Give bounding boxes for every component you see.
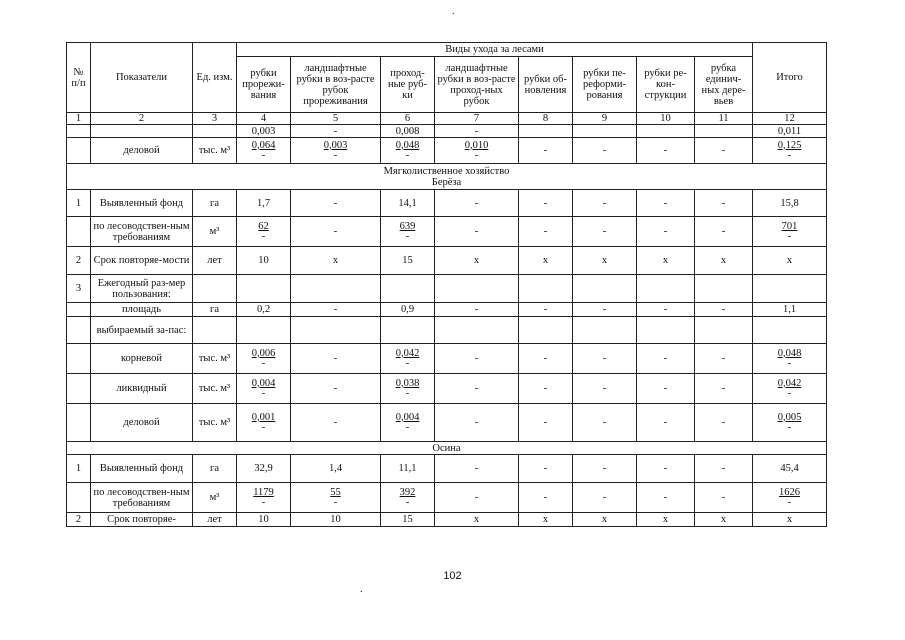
- header-group: Виды ухода за лесами: [237, 43, 753, 57]
- fraction-bottom: -: [787, 230, 792, 242]
- row-unit: м³: [193, 217, 237, 247]
- value-cell: [381, 317, 435, 344]
- value-cell: [291, 275, 381, 303]
- section-title: Мягколиственное хозяйство: [383, 165, 510, 177]
- row-label: по лесоводствен-ным требованиям: [91, 483, 193, 513]
- value-cell: -: [695, 404, 753, 442]
- value-cell: -: [435, 217, 519, 247]
- speck-bottom: .: [360, 584, 363, 595]
- row-number: 3: [67, 275, 91, 303]
- total-cell: [753, 138, 827, 164]
- value-cell: -: [519, 303, 573, 317]
- value-cell: 1,4: [291, 455, 381, 483]
- value-cell: -: [519, 344, 573, 374]
- table-row-birch-selected: [67, 317, 827, 344]
- value-cell: х: [695, 247, 753, 275]
- value-cell: -: [435, 404, 519, 442]
- value-cell: -: [435, 374, 519, 404]
- row-label: деловой: [91, 404, 193, 442]
- value-cell: [237, 317, 291, 344]
- fraction-bottom: -: [405, 496, 410, 508]
- value-cell: -: [519, 138, 573, 164]
- fraction-top: 0,006: [251, 347, 276, 359]
- value-cell: 15: [381, 513, 435, 527]
- value-cell: [381, 138, 435, 164]
- fraction-bottom: -: [405, 357, 410, 369]
- value-cell: [381, 404, 435, 442]
- table-row-birch-liquid: [67, 374, 827, 404]
- table-row-birch-repeat: [67, 247, 827, 275]
- fraction-value: [396, 379, 420, 399]
- value-cell: [435, 138, 519, 164]
- row-unit: тыс. м³: [193, 138, 237, 164]
- row-unit: тыс. м³: [193, 344, 237, 374]
- fraction-bottom: -: [261, 387, 266, 399]
- value-cell: 11,1: [381, 455, 435, 483]
- value-cell: х: [637, 513, 695, 527]
- fraction-top: 0,048: [395, 139, 420, 151]
- table-row-section-birch: [67, 164, 827, 190]
- header-col-1: рубки прорежи-вания: [237, 57, 291, 113]
- speck-top: .: [452, 6, 455, 17]
- fraction-top: 0,125: [777, 139, 802, 151]
- value-cell: [381, 275, 435, 303]
- row-number: [67, 344, 91, 374]
- value-cell: [573, 317, 637, 344]
- value-cell: -: [573, 455, 637, 483]
- value-cell: [637, 275, 695, 303]
- value-cell: [435, 275, 519, 303]
- fraction-value: [400, 222, 416, 242]
- value-cell: -: [573, 138, 637, 164]
- fraction-top: 0,001: [251, 411, 276, 423]
- fraction-bottom: -: [333, 149, 338, 161]
- fraction-bottom: -: [405, 387, 410, 399]
- value-cell: -: [435, 303, 519, 317]
- table-row-birch-fund: [67, 190, 827, 217]
- value-cell: [381, 374, 435, 404]
- value-cell: [237, 483, 291, 513]
- row-label: Выявленный фонд: [91, 455, 193, 483]
- fraction-value: [778, 379, 802, 399]
- value-cell: -: [291, 303, 381, 317]
- value-cell: 32,9: [237, 455, 291, 483]
- fraction-top: 0,042: [777, 377, 802, 389]
- fraction-top: 0,042: [395, 347, 420, 359]
- header-num: № п/п: [67, 43, 91, 113]
- fraction-top: 0,003: [323, 139, 348, 151]
- fraction-value: [252, 141, 276, 161]
- value-cell: -: [573, 190, 637, 217]
- fraction-top: 0,004: [395, 411, 420, 423]
- value-cell: [291, 317, 381, 344]
- row-unit: [193, 317, 237, 344]
- row-label: Ежегодный раз-мер пользования:: [91, 275, 193, 303]
- fraction-value: [252, 379, 276, 399]
- header-col-2: ландшафтные рубки в воз-расте рубок прореживания: [291, 57, 381, 113]
- value-cell: [381, 483, 435, 513]
- table-row-aspen-repeat: [67, 513, 827, 527]
- fraction-bottom: -: [261, 496, 266, 508]
- header-indicator: Показатели: [91, 43, 193, 113]
- fraction-value: [465, 141, 489, 161]
- fraction-value: [324, 141, 348, 161]
- col-number: 5: [291, 113, 381, 125]
- fraction-top: 392: [399, 486, 416, 498]
- fraction-top: 0,048: [777, 347, 802, 359]
- value-cell: [237, 404, 291, 442]
- col-number: 11: [695, 113, 753, 125]
- value-cell: [519, 125, 573, 138]
- value-cell: [291, 483, 381, 513]
- value-cell: -: [519, 483, 573, 513]
- value-cell: х: [573, 513, 637, 527]
- fraction-value: [396, 141, 420, 161]
- value-cell: х: [519, 513, 573, 527]
- value-cell: [237, 138, 291, 164]
- value-cell: -: [573, 217, 637, 247]
- value-cell: -: [637, 404, 695, 442]
- fraction-bottom: -: [261, 421, 266, 433]
- total-cell: [753, 217, 827, 247]
- fraction-value: [252, 349, 276, 369]
- section-heading: [67, 442, 827, 455]
- row-label: Срок повторяе-мости: [91, 247, 193, 275]
- value-cell: -: [637, 138, 695, 164]
- value-cell: 0,2: [237, 303, 291, 317]
- row-number: 2: [67, 513, 91, 527]
- value-cell: -: [637, 190, 695, 217]
- value-cell: -: [435, 344, 519, 374]
- fraction-bottom: -: [261, 149, 266, 161]
- value-cell: х: [435, 247, 519, 275]
- table-row-birch-silvic: [67, 217, 827, 247]
- row-unit: тыс. м³: [193, 374, 237, 404]
- value-cell: 14,1: [381, 190, 435, 217]
- fraction-top: 1626: [779, 486, 801, 498]
- value-cell: -: [573, 404, 637, 442]
- total-cell: 45,4: [753, 455, 827, 483]
- value-cell: -: [695, 138, 753, 164]
- row-number: 1: [67, 190, 91, 217]
- row-number: [67, 374, 91, 404]
- header-total: Итого: [753, 43, 827, 113]
- section-subtitle: Берёза: [431, 176, 462, 188]
- value-cell: [381, 344, 435, 374]
- value-cell: 0,008: [381, 125, 435, 138]
- value-cell: -: [291, 125, 381, 138]
- value-cell: 15: [381, 247, 435, 275]
- value-cell: [637, 317, 695, 344]
- value-cell: -: [291, 344, 381, 374]
- row-number: [67, 404, 91, 442]
- fraction-bottom: -: [405, 230, 410, 242]
- value-cell: 10: [237, 513, 291, 527]
- fraction-bottom: -: [787, 387, 792, 399]
- value-cell: 0,9: [381, 303, 435, 317]
- total-cell: 1,1: [753, 303, 827, 317]
- row-unit: лет: [193, 247, 237, 275]
- col-number: 6: [381, 113, 435, 125]
- fraction-top: 1179: [253, 486, 274, 498]
- header-unit: Ед. изм.: [193, 43, 237, 113]
- fraction-value: [400, 488, 416, 508]
- row-label: Срок повторяе-: [91, 513, 193, 527]
- row-unit: лет: [193, 513, 237, 527]
- fraction-value: [778, 413, 802, 433]
- row-unit: [193, 275, 237, 303]
- value-cell: [573, 125, 637, 138]
- fraction-value: [396, 349, 420, 369]
- fraction-bottom: -: [787, 496, 792, 508]
- table-row-birch-area: [67, 303, 827, 317]
- value-cell: -: [637, 303, 695, 317]
- fraction-bottom: -: [787, 149, 792, 161]
- table-row-aspen-fund: [67, 455, 827, 483]
- col-number: 12: [753, 113, 827, 125]
- fraction-value: [778, 141, 802, 161]
- value-cell: [573, 275, 637, 303]
- forest-care-table: [66, 42, 827, 527]
- value-cell: -: [291, 217, 381, 247]
- value-cell: [637, 125, 695, 138]
- value-cell: -: [519, 217, 573, 247]
- fraction-bottom: -: [474, 149, 479, 161]
- row-label: выбираемый за-пас:: [91, 317, 193, 344]
- table-row-section-aspen: [67, 442, 827, 455]
- row-unit: тыс. м³: [193, 404, 237, 442]
- value-cell: -: [573, 483, 637, 513]
- row-number: 2: [67, 247, 91, 275]
- fraction-top: 0,005: [777, 411, 802, 423]
- col-number: 4: [237, 113, 291, 125]
- row-number: [67, 317, 91, 344]
- table-row-birch-annual: [67, 275, 827, 303]
- row-number: [67, 217, 91, 247]
- row-label: [91, 125, 193, 138]
- fraction-value: [779, 488, 800, 508]
- fraction-top: 0,038: [395, 377, 420, 389]
- fraction-value: [778, 349, 802, 369]
- fraction-top: 62: [258, 220, 269, 232]
- row-label: деловой: [91, 138, 193, 164]
- fraction-top: 0,064: [251, 139, 276, 151]
- value-cell: [237, 275, 291, 303]
- header-col-5: рубки об-новления: [519, 57, 573, 113]
- value-cell: -: [637, 344, 695, 374]
- header-col-7: рубки ре-кон-струкции: [637, 57, 695, 113]
- section-heading: [67, 164, 827, 190]
- table-row-aspen-silvic: [67, 483, 827, 513]
- fraction-value: [782, 222, 798, 242]
- value-cell: -: [637, 455, 695, 483]
- value-cell: -: [573, 374, 637, 404]
- fraction-value: [396, 413, 420, 433]
- col-number: 2: [91, 113, 193, 125]
- fraction-value: [258, 222, 269, 242]
- header-col-8: рубка единич-ных дере-вьев: [695, 57, 753, 113]
- total-cell: 15,8: [753, 190, 827, 217]
- value-cell: -: [695, 303, 753, 317]
- table-row-carry-business: [67, 138, 827, 164]
- fraction-bottom: -: [787, 357, 792, 369]
- value-cell: х: [291, 247, 381, 275]
- value-cell: -: [637, 217, 695, 247]
- total-cell: [753, 344, 827, 374]
- row-unit: га: [193, 190, 237, 217]
- column-numbers-row: [67, 113, 827, 125]
- row-label: площадь: [91, 303, 193, 317]
- total-cell: 0,011: [753, 125, 827, 138]
- fraction-value: [253, 488, 274, 508]
- fraction-bottom: -: [261, 357, 266, 369]
- fraction-top: 639: [399, 220, 416, 232]
- value-cell: [237, 217, 291, 247]
- table-row-birch-root: [67, 344, 827, 374]
- row-unit: га: [193, 303, 237, 317]
- fraction-value: [330, 488, 341, 508]
- value-cell: [237, 344, 291, 374]
- row-unit: га: [193, 455, 237, 483]
- value-cell: [291, 138, 381, 164]
- table-row-carry-1: [67, 125, 827, 138]
- row-number: [67, 303, 91, 317]
- value-cell: -: [695, 455, 753, 483]
- col-number: 1: [67, 113, 91, 125]
- header-col-3: проход-ные руб-ки: [381, 57, 435, 113]
- col-number: 9: [573, 113, 637, 125]
- value-cell: х: [519, 247, 573, 275]
- value-cell: -: [695, 483, 753, 513]
- total-cell: [753, 483, 827, 513]
- page-number: 102: [443, 570, 462, 582]
- value-cell: -: [573, 303, 637, 317]
- col-number: 10: [637, 113, 695, 125]
- row-label: ликвидный: [91, 374, 193, 404]
- total-cell: [753, 317, 827, 344]
- col-number: 8: [519, 113, 573, 125]
- row-number: [67, 138, 91, 164]
- value-cell: -: [637, 483, 695, 513]
- value-cell: -: [291, 190, 381, 217]
- fraction-top: 0,010: [464, 139, 489, 151]
- value-cell: -: [291, 374, 381, 404]
- total-cell: [753, 374, 827, 404]
- row-label: корневой: [91, 344, 193, 374]
- value-cell: х: [573, 247, 637, 275]
- section-title: Осина: [432, 442, 461, 454]
- value-cell: -: [519, 374, 573, 404]
- table-row-birch-business: [67, 404, 827, 442]
- value-cell: -: [519, 404, 573, 442]
- total-cell: х: [753, 513, 827, 527]
- value-cell: -: [695, 217, 753, 247]
- fraction-bottom: -: [333, 496, 338, 508]
- value-cell: х: [637, 247, 695, 275]
- fraction-bottom: -: [405, 149, 410, 161]
- value-cell: [695, 275, 753, 303]
- value-cell: -: [435, 190, 519, 217]
- fraction-top: 0,004: [251, 377, 276, 389]
- fraction-bottom: -: [787, 421, 792, 433]
- value-cell: [519, 275, 573, 303]
- value-cell: -: [519, 455, 573, 483]
- value-cell: -: [695, 344, 753, 374]
- row-unit: м³: [193, 483, 237, 513]
- value-cell: [381, 217, 435, 247]
- fraction-top: 701: [781, 220, 798, 232]
- value-cell: [695, 125, 753, 138]
- value-cell: 0,003: [237, 125, 291, 138]
- header-col-6: рубки пе-реформи-рования: [573, 57, 637, 113]
- value-cell: -: [435, 483, 519, 513]
- value-cell: 10: [237, 247, 291, 275]
- row-label: Выявленный фонд: [91, 190, 193, 217]
- value-cell: 10: [291, 513, 381, 527]
- value-cell: [237, 374, 291, 404]
- fraction-bottom: -: [405, 421, 410, 433]
- col-number: 3: [193, 113, 237, 125]
- header-col-4: ландшафтные рубки в воз-расте проход-ных рубок: [435, 57, 519, 113]
- value-cell: -: [695, 374, 753, 404]
- value-cell: -: [695, 190, 753, 217]
- col-number: 7: [435, 113, 519, 125]
- row-label: по лесоводствен-ным требованиям: [91, 217, 193, 247]
- value-cell: х: [435, 513, 519, 527]
- value-cell: 1,7: [237, 190, 291, 217]
- value-cell: -: [435, 455, 519, 483]
- value-cell: х: [695, 513, 753, 527]
- value-cell: [435, 317, 519, 344]
- value-cell: [695, 317, 753, 344]
- value-cell: -: [573, 344, 637, 374]
- value-cell: -: [519, 190, 573, 217]
- fraction-value: [252, 413, 276, 433]
- row-unit: [193, 125, 237, 138]
- row-number: [67, 125, 91, 138]
- row-number: [67, 483, 91, 513]
- value-cell: -: [637, 374, 695, 404]
- total-cell: х: [753, 247, 827, 275]
- value-cell: [519, 317, 573, 344]
- total-cell: [753, 275, 827, 303]
- row-number: 1: [67, 455, 91, 483]
- value-cell: -: [291, 404, 381, 442]
- fraction-top: 55: [330, 486, 341, 498]
- total-cell: [753, 404, 827, 442]
- fraction-bottom: -: [261, 230, 266, 242]
- value-cell: -: [435, 125, 519, 138]
